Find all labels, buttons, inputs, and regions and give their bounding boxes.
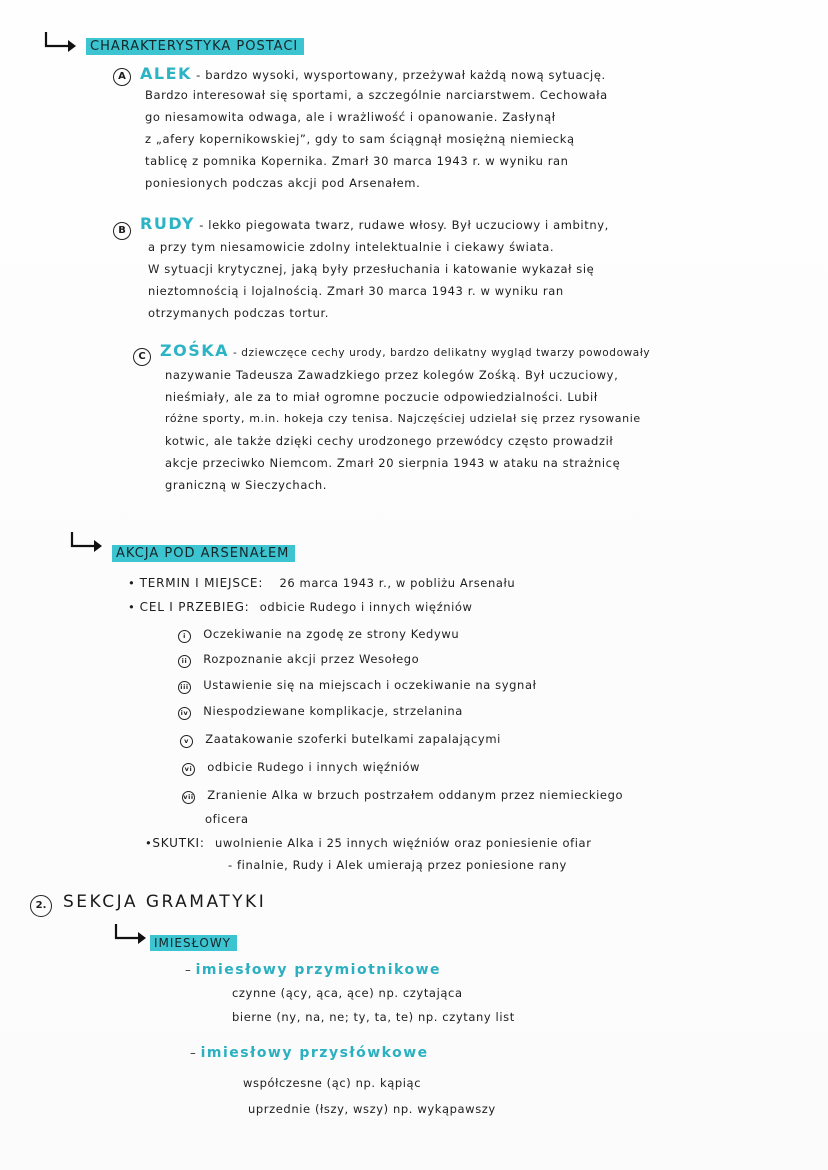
skutki-line2: - finalnie, Rudy i Alek umierają przez poniesione rany	[228, 858, 567, 872]
circled-letter-marker: C	[133, 348, 151, 366]
character-name: ALEK	[140, 64, 192, 83]
text-line: bardzo wysoki, wysportowany, przeżywał każdą nową sytuację.	[205, 68, 606, 82]
circled-numeral-marker: vii	[182, 791, 195, 804]
text-line: bierne (ny, na, ne; ty, ta, te) np. czytany list	[232, 1010, 515, 1024]
circled-numeral-marker: iii	[178, 681, 191, 694]
text-line: tablicę z pomnika Kopernika. Zmarł 30 marca 1943 r. w wyniku ran	[145, 154, 569, 168]
group-title: imiesłowy przymiotnikowe	[195, 962, 442, 978]
text-line: kotwic, ale także dzięki cechy urodzonego przewódcy często prowadził	[165, 434, 614, 448]
termin-row: • TERMIN I MIEJSCE: 26 marca 1943 r., w pobliżu Arsenału	[128, 576, 516, 590]
text-line: nieztomnością i lojalnością. Zmarł 30 marca 1943 r. w wyniku ran	[148, 284, 564, 298]
text-line: nieśmiały, ale za to miał ogromne poczucie odpowiedzialności. Lubił	[165, 390, 598, 404]
step-item: i Oczekiwanie na zgodę ze strony Kedywu	[178, 627, 459, 643]
text-line: go niesamowita odwaga, ale i wrażliwość i opanowanie. Zasłynął	[145, 110, 556, 124]
text-line: z „afery kopernikowskiej”, gdy to sam ściągnął mosiężną niemiecką	[145, 132, 575, 146]
termin-value: 26 marca 1943 r., w pobliżu Arsenału	[279, 576, 516, 590]
text-line: poniesionych podczas akcji pod Arsenałem.	[145, 176, 421, 190]
character-alek	[113, 64, 131, 86]
circled-letter-marker: A	[113, 68, 131, 86]
text-line: dziewczęce cechy urody, bardzo delikatny wygląd twarzy powodowały	[241, 347, 651, 359]
step-item: vi odbicie Rudego i innych więźniów	[182, 760, 420, 776]
arrow-right-icon	[68, 530, 104, 554]
text-line: lekko piegowata twarz, rudawe włosy. Był uczuciowy i ambitny,	[208, 218, 609, 232]
text-line: akcje przeciwko Niemcom. Zmarł 20 sierpnia 1943 w ataku na strażnicę	[165, 456, 621, 470]
cel-row: • CEL I PRZEBIEG: odbicie Rudego i innych więźniów	[128, 600, 473, 614]
circled-numeral-marker: i	[178, 630, 191, 643]
character-name: RUDY	[140, 214, 196, 233]
character-zoska	[133, 344, 151, 366]
arrow-right-icon	[42, 30, 78, 54]
text-line: W sytuacji krytycznej, jaką były przesłuchania i katowanie wykazał się	[148, 262, 595, 276]
group-title: imiesłowy przysłówkowe	[200, 1045, 429, 1061]
text-line: czynne (ący, ąca, ące) np. czytająca	[232, 986, 463, 1000]
section-heading-akcja: AKCJA POD ARSENAŁEM	[112, 545, 295, 562]
arrow-right-icon	[112, 922, 148, 946]
circled-numeral-marker: ii	[178, 655, 191, 668]
text-line: różne sporty, m.in. hokeja czy tenisa. Najczęściej udzielał się przez rysowanie	[165, 412, 641, 425]
text-line: uprzednie (łszy, wszy) np. wykąpawszy	[248, 1102, 496, 1116]
text-line: Bardzo interesował się sportami, a szczególnie narciarstwem. Cechowała	[145, 88, 608, 102]
section-heading-characters: CHARAKTERYSTYKA POSTACI	[86, 38, 304, 55]
skutki-row: •SKUTKI: uwolnienie Alka i 25 innych więźniów oraz poniesienie ofiar	[145, 836, 592, 850]
cel-label: CEL I PRZEBIEG:	[139, 600, 250, 614]
skutki-label: SKUTKI:	[152, 836, 205, 850]
step-item: ii Rozpoznanie akcji przez Wesołego	[178, 652, 419, 668]
text-line: nazywanie Tadeusza Zawadzkiego przez kolegów Zośką. Był uczuciowy,	[165, 368, 619, 382]
group-title-row: – imiesłowy przysłówkowe	[190, 1045, 429, 1061]
text-line: współczesne (ąc) np. kąpiąc	[243, 1076, 422, 1090]
step-item: vii Zranienie Alka w brzuch postrzałem oddanym przez niemieckiego	[183, 788, 624, 802]
step-item: iii Ustawienie się na miejscach i oczekiwanie na sygnał	[178, 678, 536, 694]
section-title-grammar: SEKCJA GRAMATYKI	[63, 892, 267, 912]
circled-numeral-marker: iv	[178, 707, 191, 720]
notebook-page: CHARAKTERYSTYKA POSTACI A ALEK - bardzo wysoki, wysportowany, przeżywał każdą nową sytuację. Bardzo interesował się sportami, a szczególnie narciarstwem. Cechowała go niesamowita odwaga, ale i wrażliwość i opanowanie. Zasłynął z „afery kopernikowskiej”, gdy to sam ściągnął mosiężną niemiecką tablicę z pomnika Kopernika. Zmarł 30 marca 1943 r. w wyniku ran poniesionych podczas akcji pod Arsenałem. B RUDY - lekko piegowata twarz, rudawe włosy. Był uczuciowy i ambitny, a przy tym niesamowicie zdolny intelektualnie i ciekawy świata. W sytuacji krytycznej, jaką były przesłuchania i katowanie wykazał się nieztomnością i lojalnością. Zmarł 30 marca 1943 r. w wyniku ran otrzymanych podczas tortur. C ZOŚKA - dziewczęce cechy urody, bardzo delikatny wygląd twarzy powodowały nazywanie Tadeusza Zawadzkiego przez kolegów Zośką. Był uczuciowy, nieśmiały, ale za to miał ogromne poczucie odpowiedzialności. Lubił różne sporty, m.in. hokeja czy tenisa. Najczęściej udzielał się przez rysowanie kotwic, ale także dzięki cechy urodzonego przewódcy często prowadził akcje przeciwko Niemcom. Zmarł 20 sierpnia 1943 w ataku na strażnicę graniczną w Sieczychach. AKCJA POD ARSENAŁEM • TERMIN I MIEJSCE: 26 marca 1943 r., w pobliżu Arsenału • CEL I PRZEBIEG: odbicie Rudego i innych więźniów i Oczekiwanie na zgodę ze strony Kedywu ii Rozpoznanie akcji przez Wesołego iii Ustawienie się na miejscach i oczekiwanie na sygnał iv Niespodziewane komplikacje, strzelanina v Zaatakowanie szoferki butelkami zapalającymi vi odbicie Rudego i innych więźniów vii Zranienie Alka w brzuch postrzałem oddanym przez niemieckiego oficera •SKUTKI: uwolnienie Alka i 25 innych więźniów oraz poniesienie ofiar - finalnie, Rudy i Alek umierają przez poniesione rany 2. SEKCJA GRAMATYKI IMIESŁOWY – imiesłowy przymiotnikowe czynne (ący, ąca, ące) np. czytająca bierne (ny, na, ne; ty, ta, te) np. czytany list – imiesłowy przysłówkowe współczesne (ąc) np. kąpiąc uprzednie (łszy, wszy) np. wykąpawszy	[0, 0, 828, 1170]
character-name: ZOŚKA	[160, 341, 230, 360]
text-line: otrzymanych podczas tortur.	[148, 306, 330, 320]
subheading-imieslowy: IMIESŁOWY	[150, 935, 237, 951]
step-item-continuation: oficera	[205, 812, 249, 826]
character-rudy	[113, 218, 131, 240]
skutki-value: uwolnienie Alka i 25 innych więźniów oraz poniesienie ofiar	[215, 836, 592, 850]
text-line: graniczną w Sieczychach.	[165, 478, 328, 492]
termin-label: TERMIN I MIEJSCE:	[139, 576, 264, 590]
step-item: iv Niespodziewane komplikacje, strzelanina	[178, 704, 463, 720]
section-number: 2.	[30, 893, 52, 917]
text-line: a przy tym niesamowicie zdolny intelektualnie i ciekawy świata.	[148, 240, 555, 254]
group-title-row: – imiesłowy przymiotnikowe	[185, 962, 442, 978]
cel-value: odbicie Rudego i innych więźniów	[259, 600, 473, 614]
circled-letter-marker: B	[113, 222, 131, 240]
step-item: v Zaatakowanie szoferki butelkami zapalającymi	[180, 732, 501, 748]
circled-numeral-marker: v	[180, 735, 193, 748]
circled-numeral-marker: vi	[182, 763, 195, 776]
